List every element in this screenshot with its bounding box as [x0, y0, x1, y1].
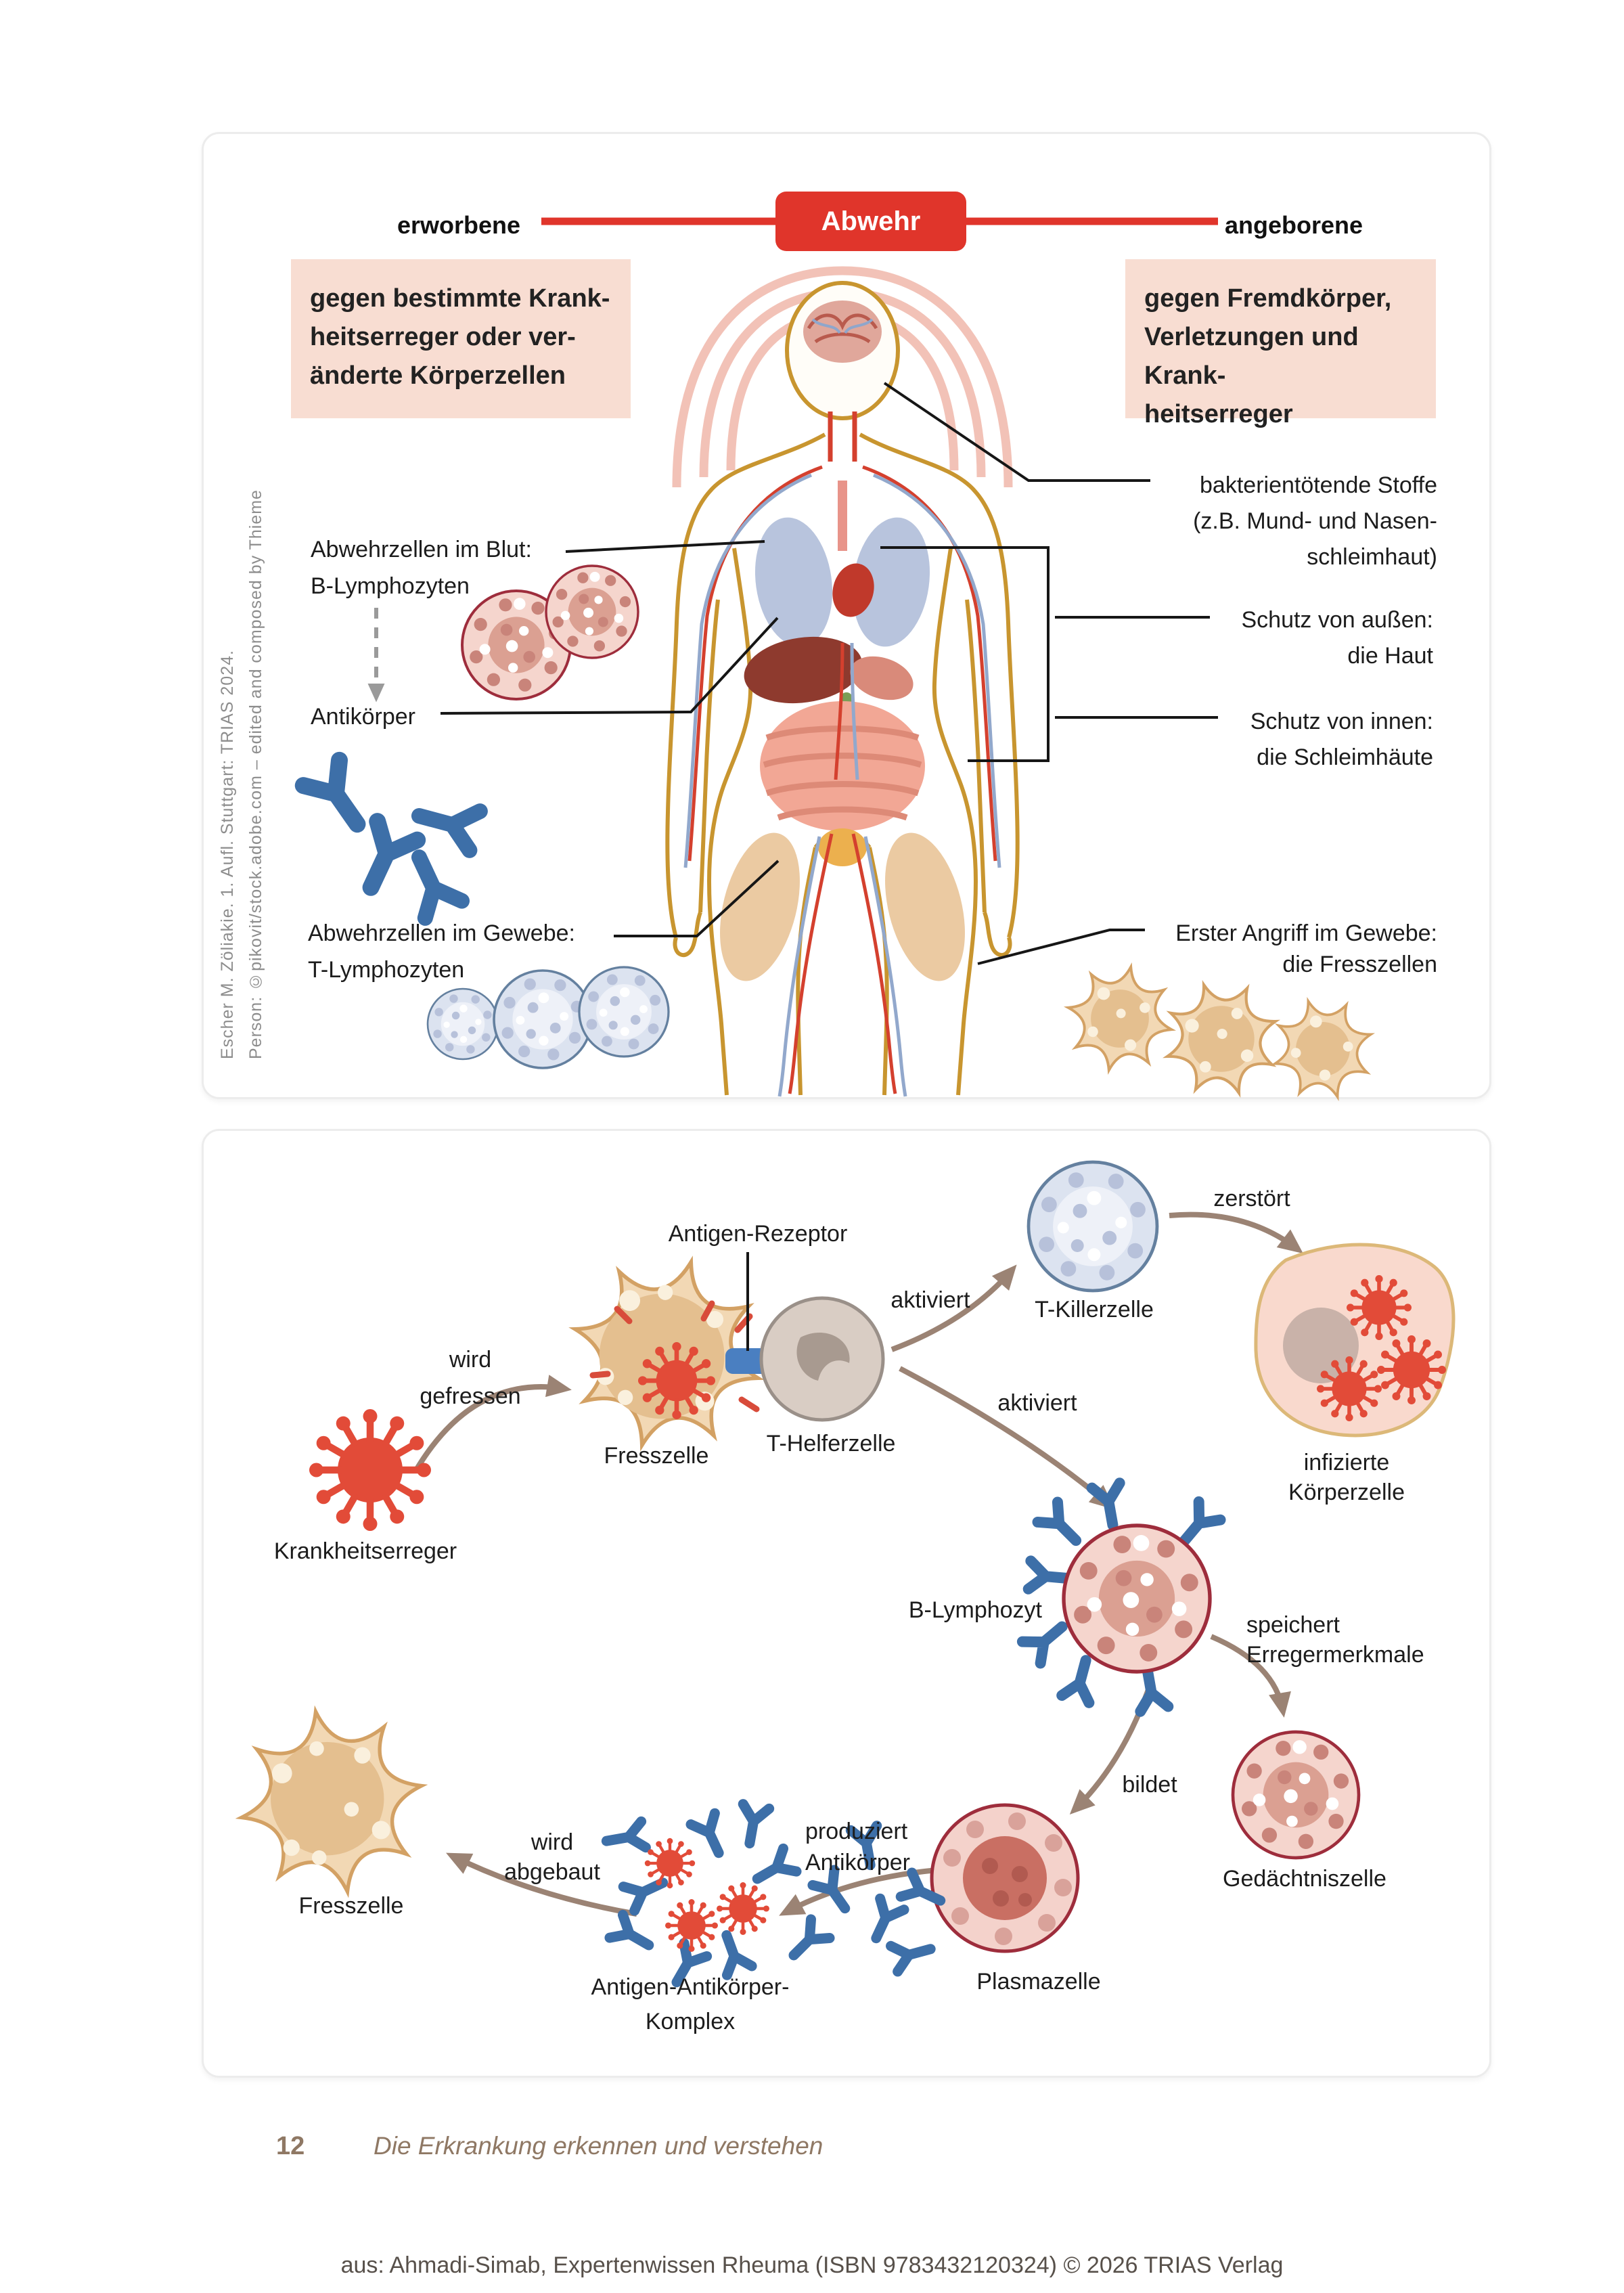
- pathogen-virus-illustration: [309, 1409, 431, 1531]
- label-plasma-cell: Plasmazelle: [976, 1969, 1101, 1995]
- label-bactericidal-3: schleimhaut): [1307, 544, 1437, 570]
- arrow-label-stores-1: speichert: [1246, 1612, 1340, 1638]
- arrow-label-activates-upper: aktiviert: [890, 1287, 970, 1313]
- antigen-antibody-complex-illustration: [604, 1813, 796, 1988]
- copyright-line: aus: Ahmadi-Simab, Expertenwissen Rheuma (ISBN 9783432120324) © 2026 TRIAS Verlag: [340, 2252, 1284, 2278]
- label-infected-1: infizierte: [1303, 1450, 1390, 1475]
- arrow-label-produces-2: Antikörper: [805, 1850, 910, 1875]
- arrow-label-forms: bildet: [1122, 1772, 1177, 1798]
- label-inner-protection-1: Schutz von innen:: [1250, 709, 1433, 734]
- t-helper-cell-illustration: [761, 1298, 883, 1420]
- memory-cell-illustration: [1233, 1732, 1359, 1858]
- label-antigen-receptor: Antigen-Rezeptor: [668, 1221, 848, 1247]
- label-phagocyte-bottom: Fresszelle: [298, 1893, 404, 1919]
- innate-immunity-line: heitserreger: [1144, 400, 1293, 428]
- arrow-label-degraded-2: abgebaut: [504, 1859, 600, 1885]
- header-left: erworbene: [397, 211, 521, 239]
- b-lymphocyte-cells-illustration: [462, 566, 638, 699]
- abwehr-title-box: [775, 192, 966, 251]
- label-memory-cell: Gedächtniszelle: [1223, 1866, 1386, 1892]
- credit-person: Person: ©pikovit/stock.adobe.com – edited and composed by Thieme: [246, 489, 265, 1059]
- label-inner-protection-2: die Schleimhäute: [1257, 744, 1433, 770]
- phagocyte-cells-illustration: [1057, 956, 1391, 1117]
- label-first-attack-1: Erster Angriff im Gewebe:: [1175, 920, 1437, 946]
- acquired-immunity-line: änderte Körperzellen: [310, 361, 566, 390]
- label-first-attack-2: die Fresszellen: [1282, 952, 1437, 977]
- label-outer-protection-2: die Haut: [1347, 643, 1433, 669]
- phagocyte-bottom-illustration: [226, 1696, 438, 1908]
- label-phagocyte-top: Fresszelle: [604, 1443, 709, 1469]
- header-right: angeborene: [1225, 211, 1363, 239]
- acquired-immunity-line: gegen bestimmte Krank-: [310, 284, 610, 313]
- label-t-killer: T-Killerzelle: [1035, 1297, 1154, 1322]
- arrow-label-produces-1: produziert: [805, 1819, 908, 1844]
- running-title: Die Erkrankung erkennen und verstehen: [374, 2132, 824, 2160]
- brain-illustration: [803, 300, 882, 363]
- label-t-helper: T-Helferzelle: [766, 1431, 896, 1456]
- label-bactericidal-2: (z.B. Mund- und Nasen-: [1193, 508, 1437, 534]
- label-tissue-cells-2: T-Lymphozyten: [308, 957, 465, 983]
- innate-immunity-line: Verletzungen und Krank-: [1144, 323, 1359, 390]
- acquired-immunity-line: heitserreger oder ver-: [310, 323, 576, 351]
- label-b-lymphocyte: B-Lymphozyt: [908, 1597, 1042, 1623]
- label-infected-2: Körperzelle: [1288, 1479, 1405, 1505]
- label-outer-protection-1: Schutz von außen:: [1241, 607, 1433, 633]
- arrow-label-destroys: zerstört: [1213, 1186, 1290, 1211]
- abwehr-title: Abwehr: [821, 206, 921, 236]
- arrow-label-activates-lower: aktiviert: [997, 1390, 1077, 1416]
- infected-body-cell-illustration: [1256, 1245, 1453, 1435]
- acquired-immunity-box: [291, 259, 631, 418]
- plasma-cell-illustration: [932, 1805, 1078, 1951]
- arrow-label-eaten-2: gefressen: [420, 1383, 521, 1409]
- label-pathogen: Krankheitserreger: [273, 1538, 457, 1564]
- label-complex-1: Antigen-Antikörper-: [591, 1974, 790, 2000]
- label-blood-cells-2: B-Lymphozyten: [311, 573, 470, 599]
- label-bactericidal-1: bakterientötende Stoffe: [1200, 472, 1437, 498]
- arrow-label-eaten-1: wird: [449, 1347, 492, 1373]
- b-lymphocyte-illustration: [1022, 1483, 1221, 1711]
- label-complex-2: Komplex: [645, 2009, 736, 2034]
- antibodies-illustration: [303, 760, 480, 918]
- arrow-label-stores-2: Erregermerkmale: [1246, 1642, 1424, 1668]
- innate-immunity-box: [1125, 259, 1436, 428]
- arrow-label-degraded-1: wird: [531, 1829, 574, 1855]
- human-body-illustration: [667, 271, 1017, 1096]
- label-blood-cells-1: Abwehrzellen im Blut:: [311, 537, 532, 562]
- label-antibodies: Antikörper: [311, 704, 415, 730]
- label-tissue-cells-1: Abwehrzellen im Gewebe:: [308, 920, 575, 946]
- page-number: 12: [276, 2132, 305, 2160]
- innate-immunity-line: gegen Fremdkörper,: [1144, 284, 1392, 313]
- t-killer-cell-illustration: [1029, 1162, 1157, 1291]
- credit-source: Escher M. Zöliakie. 1. Aufl. Stuttgart: TRIAS 2024.: [218, 650, 237, 1059]
